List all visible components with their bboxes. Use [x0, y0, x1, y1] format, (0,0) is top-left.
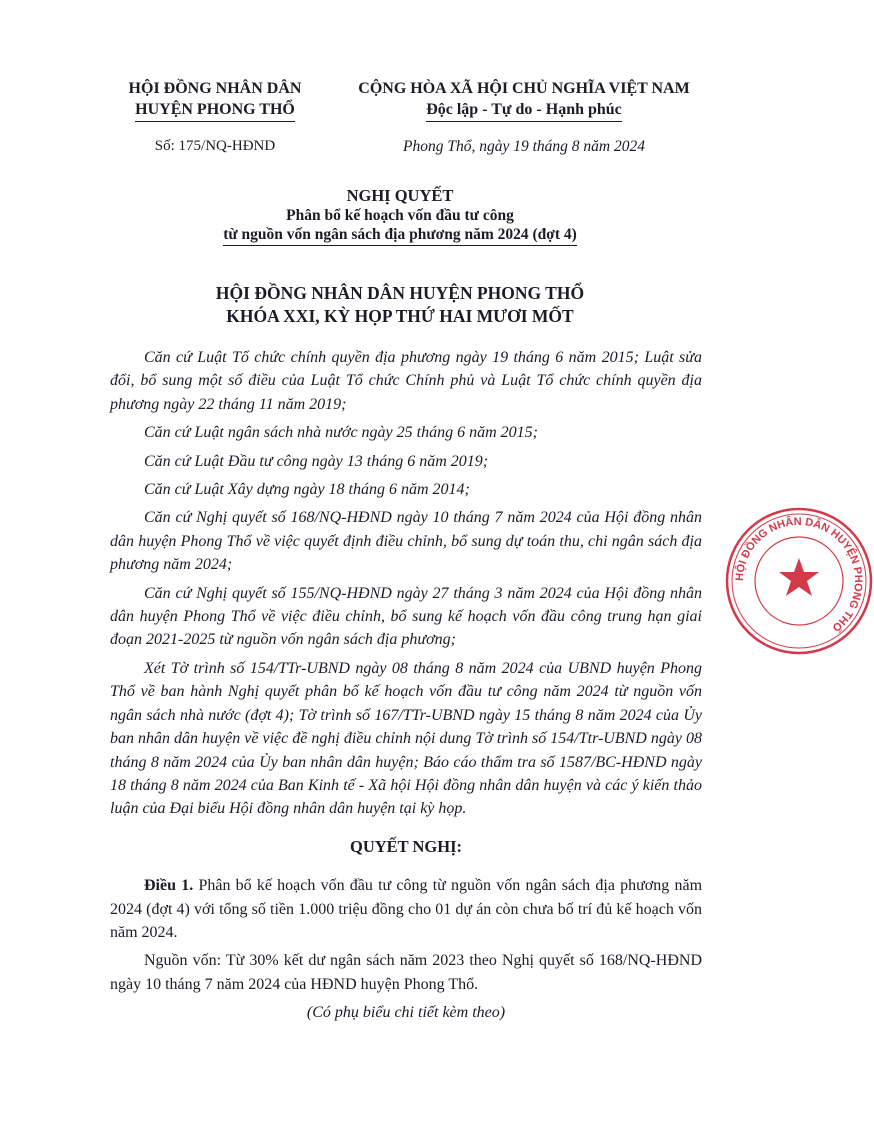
preamble-paragraph: Xét Tờ trình số 154/TTr-UBND ngày 08 tháng 8 năm 2024 của UBND huyện Phong Thổ về ban hành Nghị quyết phân bổ kế hoạch vốn đầu tư công năm 2024 từ nguồn vốn ngân sách nhà nước (đợt 4); Tờ trình số 167/TTr-UBND ngày 15 tháng 8 năm 2024 của Ủy ban nhân dân huyện về việc đề nghị điều chỉnh nội dung Tờ trình số 154/Ttr-UBND ngày 08 tháng 8 năm 2024 của Ủy ban nhân dân huyện; Báo cáo thẩm tra số 1587/BC-HĐND ngày 18 tháng 8 năm 2024 của Ban Kinh tế - Xã hội Hội đồng nhân dân huyện và các ý kiến thảo luận của Đại biểu Hội đồng nhân dân huyện tại kỳ họp.: [110, 659, 702, 818]
official-seal-stamp: [724, 506, 874, 656]
article-1-label: Điều 1.: [144, 877, 194, 895]
attachment-note: (Có phụ biểu chi tiết kèm theo): [306, 1004, 506, 1022]
country-name: CỘNG HÒA XÃ HỘI CHỦ NGHĨA VIỆT NAM: [358, 80, 690, 97]
document-body: [110, 346, 702, 1025]
document-number: Số: 175/NQ-HĐND: [154, 138, 276, 154]
subject-line-2: từ nguồn vốn ngân sách địa phương năm 2024 (đợt 4): [223, 225, 577, 246]
document-title: [100, 186, 700, 246]
national-header: [338, 78, 710, 122]
article-1: [110, 874, 702, 944]
subject-line-1: Phân bổ kế hoạch vốn đầu tư công: [286, 207, 514, 224]
preamble-paragraph: Căn cứ Nghị quyết số 155/NQ-HĐND ngày 27 tháng 3 năm 2024 của Hội đồng nhân dân huyện Phong Thổ về việc điều chỉnh, bổ sung kế hoạch vốn đầu công trung hạn giai đoạn 2021-2025 từ nguồn vốn ngân sách địa phương;: [110, 584, 702, 649]
issuer-line-1: HỘI ĐỒNG NHÂN DÂN HUYỆN PHONG THỔ: [215, 283, 585, 303]
issuing-council-header: [108, 78, 322, 122]
council-name-line1: HỘI ĐỒNG NHÂN DÂN: [128, 80, 302, 97]
preamble-paragraph: Căn cứ Luật Đầu tư công ngày 13 tháng 6 năm 2019;: [144, 452, 489, 470]
preamble-paragraph: Căn cứ Luật Xây dựng ngày 18 tháng 6 năm 2014;: [144, 481, 470, 499]
star-icon: [779, 558, 819, 596]
funding-source: Nguồn vốn: Từ 30% kết dư ngân sách năm 2023 theo Nghị quyết số 168/NQ-HĐND ngày 10 tháng 7 năm 2024 của HĐND huyện Phong Thổ.: [110, 952, 702, 993]
stamp-ring-text: HỘI ĐỒNG NHÂN DÂN HUYỆN PHONG THỔ: [733, 515, 865, 634]
council-name-line2: HUYỆN PHONG THỔ: [135, 99, 295, 122]
article-1-text: Phân bổ kế hoạch vốn đầu tư công từ nguồn vốn ngân sách địa phương năm 2024 (đợt 4) với tổng số tiền 1.000 triệu đồng cho 01 dự án còn chưa bố trí đủ kế hoạch vốn năm 2024.: [110, 877, 703, 941]
national-motto: Độc lập - Tự do - Hạnh phúc: [426, 99, 622, 122]
issuer-line-2: KHÓA XXI, KỲ HỌP THỨ HAI MƯƠI MỐT: [226, 306, 574, 326]
document-type: NGHỊ QUYẾT: [346, 186, 454, 205]
preamble-paragraph: Căn cứ Luật Tổ chức chính quyền địa phương ngày 19 tháng 6 năm 2015; Luật sửa đổi, bổ sung một số điều của Luật Tổ chức Chính phủ và Luật Tổ chức chính quyền địa phương ngày 22 tháng 11 năm 2019;: [110, 349, 702, 413]
preamble-paragraph: Căn cứ Nghị quyết số 168/NQ-HĐND ngày 10 tháng 7 năm 2024 của Hội đồng nhân dân huyện Phong Thổ về việc quyết định điều chỉnh, bổ sung dự toán thu, chi ngân sách địa phương năm 2024;: [110, 509, 702, 574]
preamble-paragraph: Căn cứ Luật ngân sách nhà nước ngày 25 tháng 6 năm 2015;: [144, 424, 538, 442]
issuing-authority: [90, 282, 710, 328]
decision-heading: QUYẾT NGHỊ:: [349, 836, 462, 856]
place-and-date: Phong Thổ, ngày 19 tháng 8 năm 2024: [403, 138, 645, 155]
